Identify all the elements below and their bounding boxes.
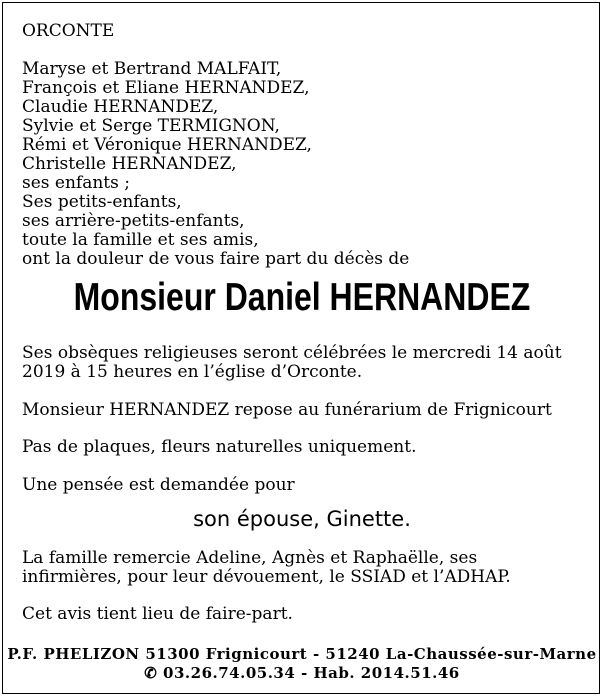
- family-line: Claudie HERNANDEZ,: [22, 97, 219, 117]
- family-line: Maryse et Bertrand MALFAIT,: [22, 59, 282, 79]
- family-line: Rémi et Véronique HERNANDEZ,: [22, 135, 312, 155]
- funeral-text: Ses obsèques religieuses seront célébrées le mercredi 14 août: [22, 343, 562, 363]
- family-line: toute la famille et ses amis,: [22, 230, 259, 250]
- thought-intro: Une pensée est demandée pour: [22, 475, 295, 495]
- repose-text: Monsieur HERNANDEZ repose au funérarium de Frignicourt: [22, 400, 552, 420]
- deceased-name: Monsieur Daniel HERNANDEZ: [73, 276, 531, 319]
- thanks-text: infirmières, pour leur dévouement, le SSIAD et l’ADHAP.: [22, 567, 511, 587]
- flowers-text: Pas de plaques, fleurs naturelles uniquement.: [22, 437, 417, 457]
- family-line: François et Eliane HERNANDEZ,: [22, 78, 310, 98]
- thanks-text: La famille remercie Adeline, Agnès et Raphaëlle, ses: [22, 548, 478, 568]
- family-line: Christelle HERNANDEZ,: [22, 154, 237, 174]
- closing-text: Cet avis tient lieu de faire-part.: [22, 604, 293, 624]
- spouse-name: son épouse, Ginette.: [193, 507, 411, 531]
- family-line: ses enfants ;: [22, 173, 130, 193]
- family-line: Ses petits-enfants,: [22, 192, 182, 212]
- family-line: Sylvie et Serge TERMIGNON,: [22, 116, 280, 136]
- funeral-home-phone: ✆ 03.26.74.05.34 - Hab. 2014.51.46: [144, 664, 460, 682]
- funeral-home-address: P.F. PHELIZON 51300 Frignicourt - 51240 La-Chaussée-sur-Marne: [7, 645, 597, 663]
- town-name: ORCONTE: [22, 21, 115, 41]
- family-line: ont la douleur de vous faire part du décès de: [22, 249, 410, 269]
- funeral-text: 2019 à 15 heures en l’église d’Orconte.: [22, 362, 363, 382]
- family-line: ses arrière-petits-enfants,: [22, 211, 245, 231]
